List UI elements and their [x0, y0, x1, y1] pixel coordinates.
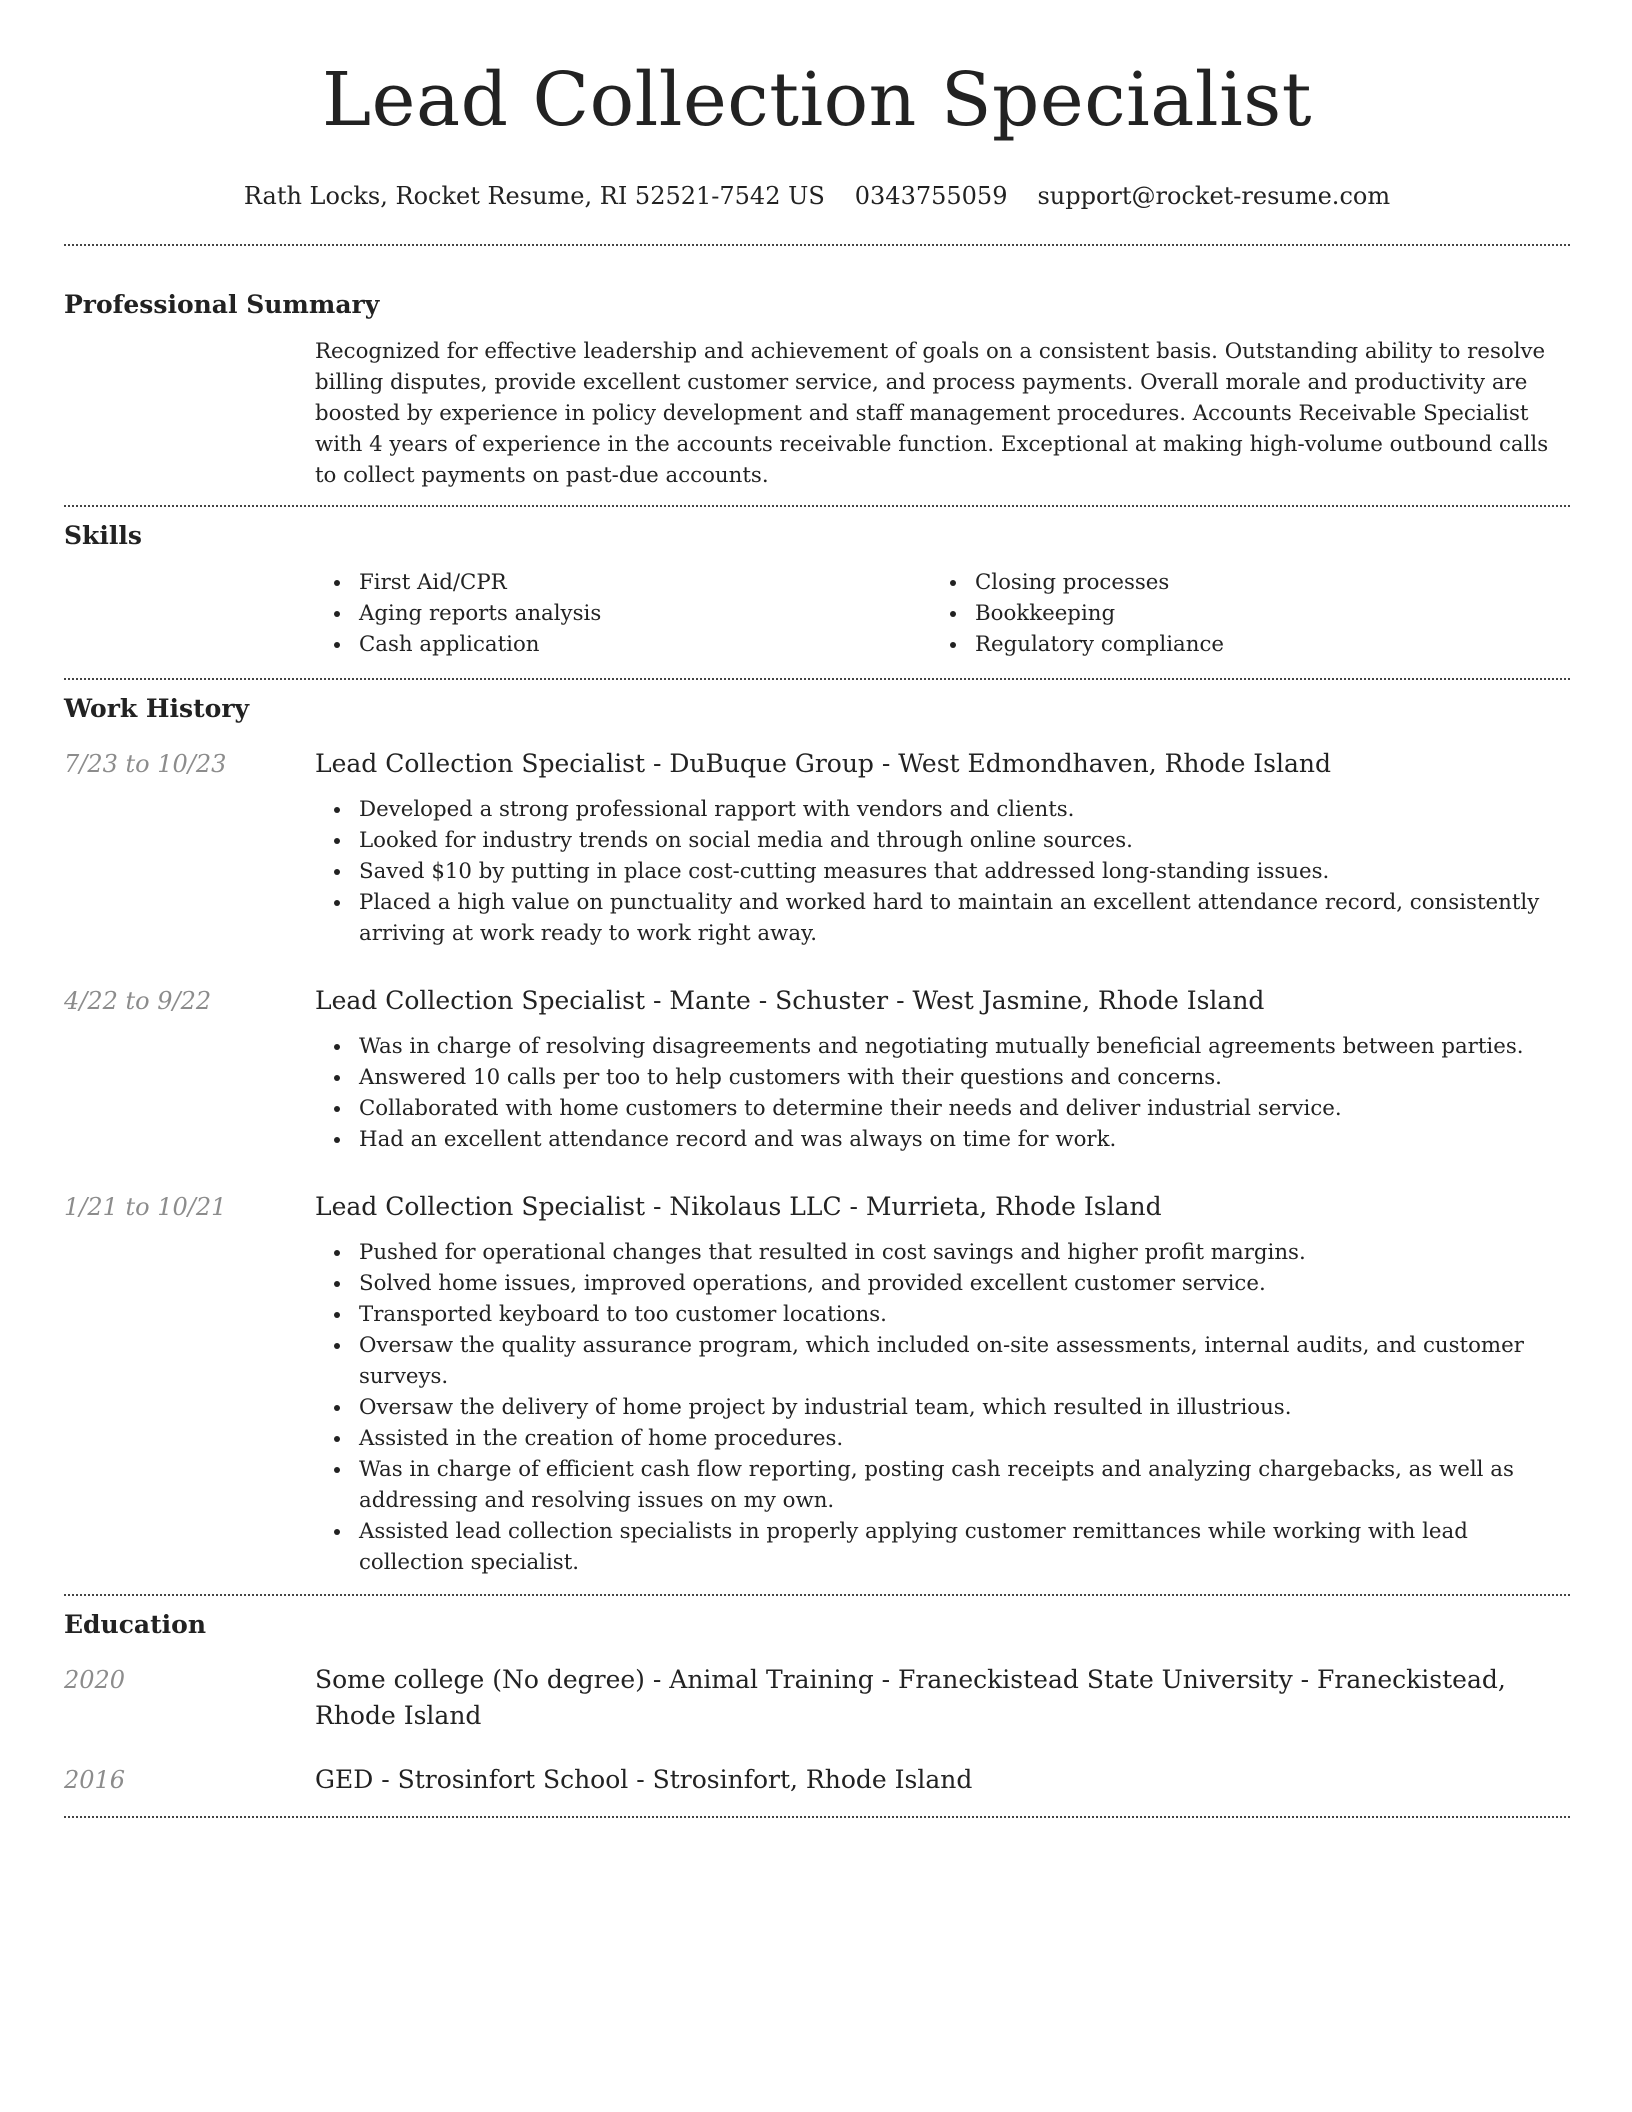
work-bullet: Placed a high value on punctuality and worked hard to maintain an excellent attendance record, consistently arriving at work ready to work right away. [359, 887, 1570, 949]
work-entry [64, 983, 1570, 1155]
skills-column-right [931, 567, 1547, 660]
resume-header [64, 0, 1570, 212]
work-bullet: Was in charge of efficient cash flow reporting, posting cash receipts and analyzing chargebacks, as well as addressing and resolving issues on my own. [359, 1454, 1570, 1516]
section-title-summary: Professional Summary [64, 290, 380, 319]
work-bullet: Oversaw the delivery of home project by industrial team, which resulted in illustrious. [359, 1392, 1570, 1423]
education-divider [64, 1816, 1570, 1818]
section-title-skills: Skills [64, 521, 142, 550]
work-bullet: Saved $10 by putting in place cost-cutting measures that addressed long-standing issues. [359, 856, 1570, 887]
skills-grid [315, 567, 1570, 678]
education-details [315, 1762, 1570, 1798]
work-heading: Lead Collection Specialist - DuBuque Group - West Edmondhaven, Rhode Island [315, 749, 1332, 778]
work-history-section [64, 680, 1570, 1594]
work-bullet: Collaborated with home customers to determine their needs and deliver industrial service. [359, 1093, 1570, 1124]
education-entry [64, 1762, 1570, 1798]
work-heading: Lead Collection Specialist - Mante - Schuster - West Jasmine, Rhode Island [315, 986, 1265, 1015]
work-date: 1/21 to 10/21 [64, 1193, 227, 1221]
education-section [64, 1596, 1570, 1816]
skills-list-left [315, 567, 931, 660]
skill-item: Cash application [359, 629, 931, 660]
contact-email: support@rocket-resume.com [1037, 182, 1391, 210]
work-bullet: Looked for industry trends on social media and through online sources. [359, 825, 1570, 856]
contact-address: Rath Locks, Rocket Resume, RI 52521-7542 US [243, 182, 825, 210]
work-details [315, 983, 1570, 1155]
professional-summary-section [64, 246, 1570, 505]
work-details [315, 1189, 1570, 1578]
work-bullet: Oversaw the quality assurance program, which included on-site assessments, internal audits, and customer surveys. [359, 1330, 1570, 1392]
work-bullet: Answered 10 calls per too to help customers with their questions and concerns. [359, 1062, 1570, 1093]
skills-section [64, 507, 1570, 678]
work-bullet: Had an excellent attendance record and was always on time for work. [359, 1124, 1570, 1155]
work-bullets [315, 1031, 1570, 1155]
skill-item: Bookkeeping [975, 598, 1547, 629]
skills-list-right [931, 567, 1547, 660]
section-title-education: Education [64, 1610, 207, 1639]
summary-text: Recognized for effective leadership and achievement of goals on a consistent basis. Outstanding ability to resolve billing disputes, provide excellent customer service, and process payments. Overall morale and productivity are boosted by experience in policy development and staff management procedures. Accounts Receivable Specialist with 4 years of experience in the accounts receivable function. Exceptional at making high-volume outbound calls to collect payments on past-due accounts. [315, 339, 1549, 488]
education-heading: GED - Strosinfort School - Strosinfort, Rhode Island [315, 1765, 973, 1794]
skills-column-left [315, 567, 931, 660]
work-bullet: Assisted lead collection specialists in properly applying customer remittances while working with lead collection specialist. [359, 1516, 1570, 1578]
work-details [315, 746, 1570, 949]
work-bullet: Solved home issues, improved operations, and provided excellent customer service. [359, 1268, 1570, 1299]
skill-item: Closing processes [975, 567, 1547, 598]
work-bullets [315, 1237, 1570, 1578]
education-heading: Some college (No degree) - Animal Training - Franeckistead State University - Franeckistead, Rhode Island [315, 1665, 1506, 1730]
work-date: 4/22 to 9/22 [64, 987, 212, 1015]
education-details [315, 1662, 1570, 1734]
education-date: 2016 [64, 1766, 126, 1794]
skill-item: Aging reports analysis [359, 598, 931, 629]
work-bullets [315, 794, 1570, 949]
work-entry [64, 1189, 1570, 1578]
education-entry [64, 1662, 1570, 1734]
work-date: 7/23 to 10/23 [64, 750, 227, 778]
work-bullet: Transported keyboard to too customer locations. [359, 1299, 1570, 1330]
work-bullet: Developed a strong professional rapport with vendors and clients. [359, 794, 1570, 825]
skill-item: First Aid/CPR [359, 567, 931, 598]
skill-item: Regulatory compliance [975, 629, 1547, 660]
work-entry [64, 746, 1570, 949]
contact-line [64, 180, 1570, 212]
education-date: 2020 [64, 1666, 126, 1694]
work-entries [64, 746, 1570, 1594]
section-title-work: Work History [64, 694, 250, 723]
work-heading: Lead Collection Specialist - Nikolaus LLC - Murrieta, Rhode Island [315, 1192, 1162, 1221]
work-bullet: Pushed for operational changes that resulted in cost savings and higher profit margins. [359, 1237, 1570, 1268]
candidate-name: Lead Collection Specialist [322, 57, 1312, 143]
contact-phone: 0343755059 [854, 182, 1008, 210]
education-entries [64, 1662, 1570, 1816]
work-bullet: Assisted in the creation of home procedures. [359, 1423, 1570, 1454]
work-bullet: Was in charge of resolving disagreements and negotiating mutually beneficial agreements between parties. [359, 1031, 1570, 1062]
